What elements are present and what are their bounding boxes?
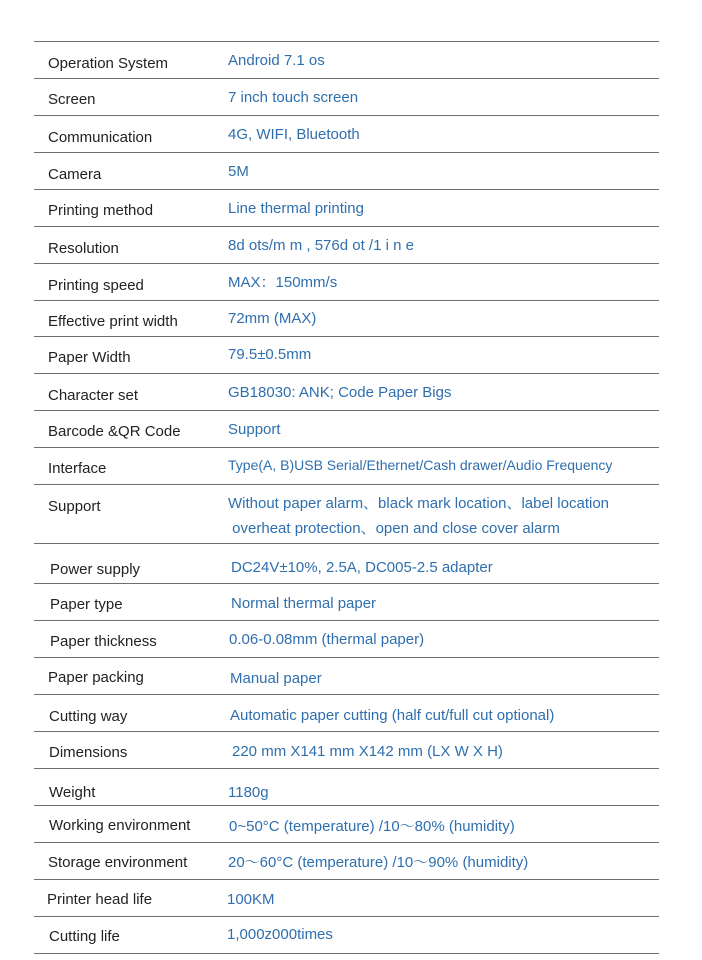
spec-label: Support	[48, 498, 101, 515]
spec-label: Interface	[48, 460, 107, 477]
spec-value: 20〜60°C (temperature) /10〜90% (humidity)	[228, 854, 529, 871]
spec-row-operation-system	[34, 42, 659, 79]
spec-label: Cutting way	[49, 708, 128, 725]
spec-label: Resolution	[48, 240, 119, 257]
spec-label: Printing speed	[48, 277, 144, 294]
spec-row-printer-head-life	[34, 880, 659, 917]
spec-value: MAX：150mm/s	[228, 274, 338, 291]
spec-label: Effective print width	[48, 313, 178, 330]
spec-value: GB18030: ANK; Code Paper Bigs	[228, 384, 452, 401]
spec-row-effective-print-width	[34, 301, 659, 337]
spec-label: Paper Width	[48, 349, 131, 366]
spec-value: 4G, WIFI, Bluetooth	[228, 126, 360, 143]
spec-value: 72mm (MAX)	[228, 310, 317, 327]
spec-row-cutting-way	[34, 695, 659, 732]
spec-value: DC24V±10%, 2.5A, DC005-2.5 adapter	[231, 559, 493, 576]
spec-label: Paper thickness	[50, 633, 157, 650]
spec-value: Normal thermal paper	[231, 595, 377, 612]
spec-label: Storage environment	[48, 854, 188, 871]
spec-label: Screen	[48, 91, 96, 108]
spec-row-paper-thickness	[34, 621, 659, 658]
spec-label: Printing method	[48, 202, 154, 219]
spec-label: Communication	[48, 129, 153, 146]
spec-row-storage-environment	[34, 843, 659, 880]
spec-label: Paper type	[50, 596, 123, 613]
spec-row-paper-type	[34, 584, 659, 621]
spec-row-support	[34, 485, 659, 544]
spec-value: 0.06-0.08mm (thermal paper)	[229, 631, 425, 648]
spec-label: Working environment	[49, 817, 191, 834]
spec-value: Automatic paper cutting (half cut/full cut optional)	[230, 707, 555, 724]
spec-row-camera	[34, 153, 659, 190]
spec-row-dimensions	[34, 732, 659, 769]
spec-label: Cutting life	[49, 928, 120, 945]
spec-value: Manual paper	[230, 670, 322, 687]
spec-value: 220 mm X141 mm X142 mm (LX W X H)	[232, 743, 503, 760]
spec-value: 8d ots/m m , 576d ot /1 i n e	[228, 237, 414, 254]
spec-value: Line thermal printing	[228, 200, 364, 217]
spec-value: 100KM	[227, 891, 275, 908]
spec-value: 1180g	[228, 784, 269, 801]
spec-value: Android 7.1 os	[228, 52, 325, 69]
spec-label: Printer head life	[47, 891, 153, 908]
spec-row-paper-packing	[34, 658, 659, 695]
spec-row-resolution	[34, 227, 659, 264]
spec-row-working-environment	[34, 806, 659, 843]
spec-label: Power supply	[50, 561, 141, 578]
spec-label: Camera	[48, 166, 102, 183]
spec-row-interface	[34, 448, 659, 485]
spec-value: 0~50°C (temperature) /10〜80% (humidity)	[229, 818, 515, 835]
spec-row-power-supply	[34, 544, 659, 584]
spec-value: 7 inch touch screen	[228, 89, 359, 106]
spec-row-paper-width	[34, 337, 659, 374]
spec-value: 79.5±0.5mm	[228, 346, 312, 363]
spec-value: 5M	[228, 163, 249, 180]
spec-row-communication	[34, 116, 659, 153]
spec-label: Dimensions	[49, 744, 128, 761]
spec-row-barcode-qr	[34, 411, 659, 448]
spec-value: Type(A, B)USB Serial/Ethernet/Cash drawer/Audio Frequency	[228, 457, 613, 473]
spec-value: 1,000z000times	[227, 926, 333, 943]
spec-label: Paper packing	[48, 669, 144, 686]
spec-row-printing-method	[34, 190, 659, 227]
spec-row-character-set	[34, 374, 659, 411]
spec-row-weight	[34, 769, 659, 806]
spec-label: Barcode &QR Code	[48, 423, 181, 440]
spec-row-screen	[34, 79, 659, 116]
spec-row-printing-speed	[34, 264, 659, 301]
spec-value: Support	[228, 421, 281, 438]
spec-value	[228, 491, 609, 541]
spec-label: Weight	[49, 784, 96, 801]
spec-label: Character set	[48, 387, 139, 404]
spec-value-line-2: overheat protection、open and close cover alarm	[228, 520, 560, 537]
spec-label: Operation System	[48, 55, 169, 72]
spec-row-cutting-life	[34, 917, 659, 954]
spec-value-line-1: Without paper alarm、black mark location、label location	[228, 495, 610, 512]
